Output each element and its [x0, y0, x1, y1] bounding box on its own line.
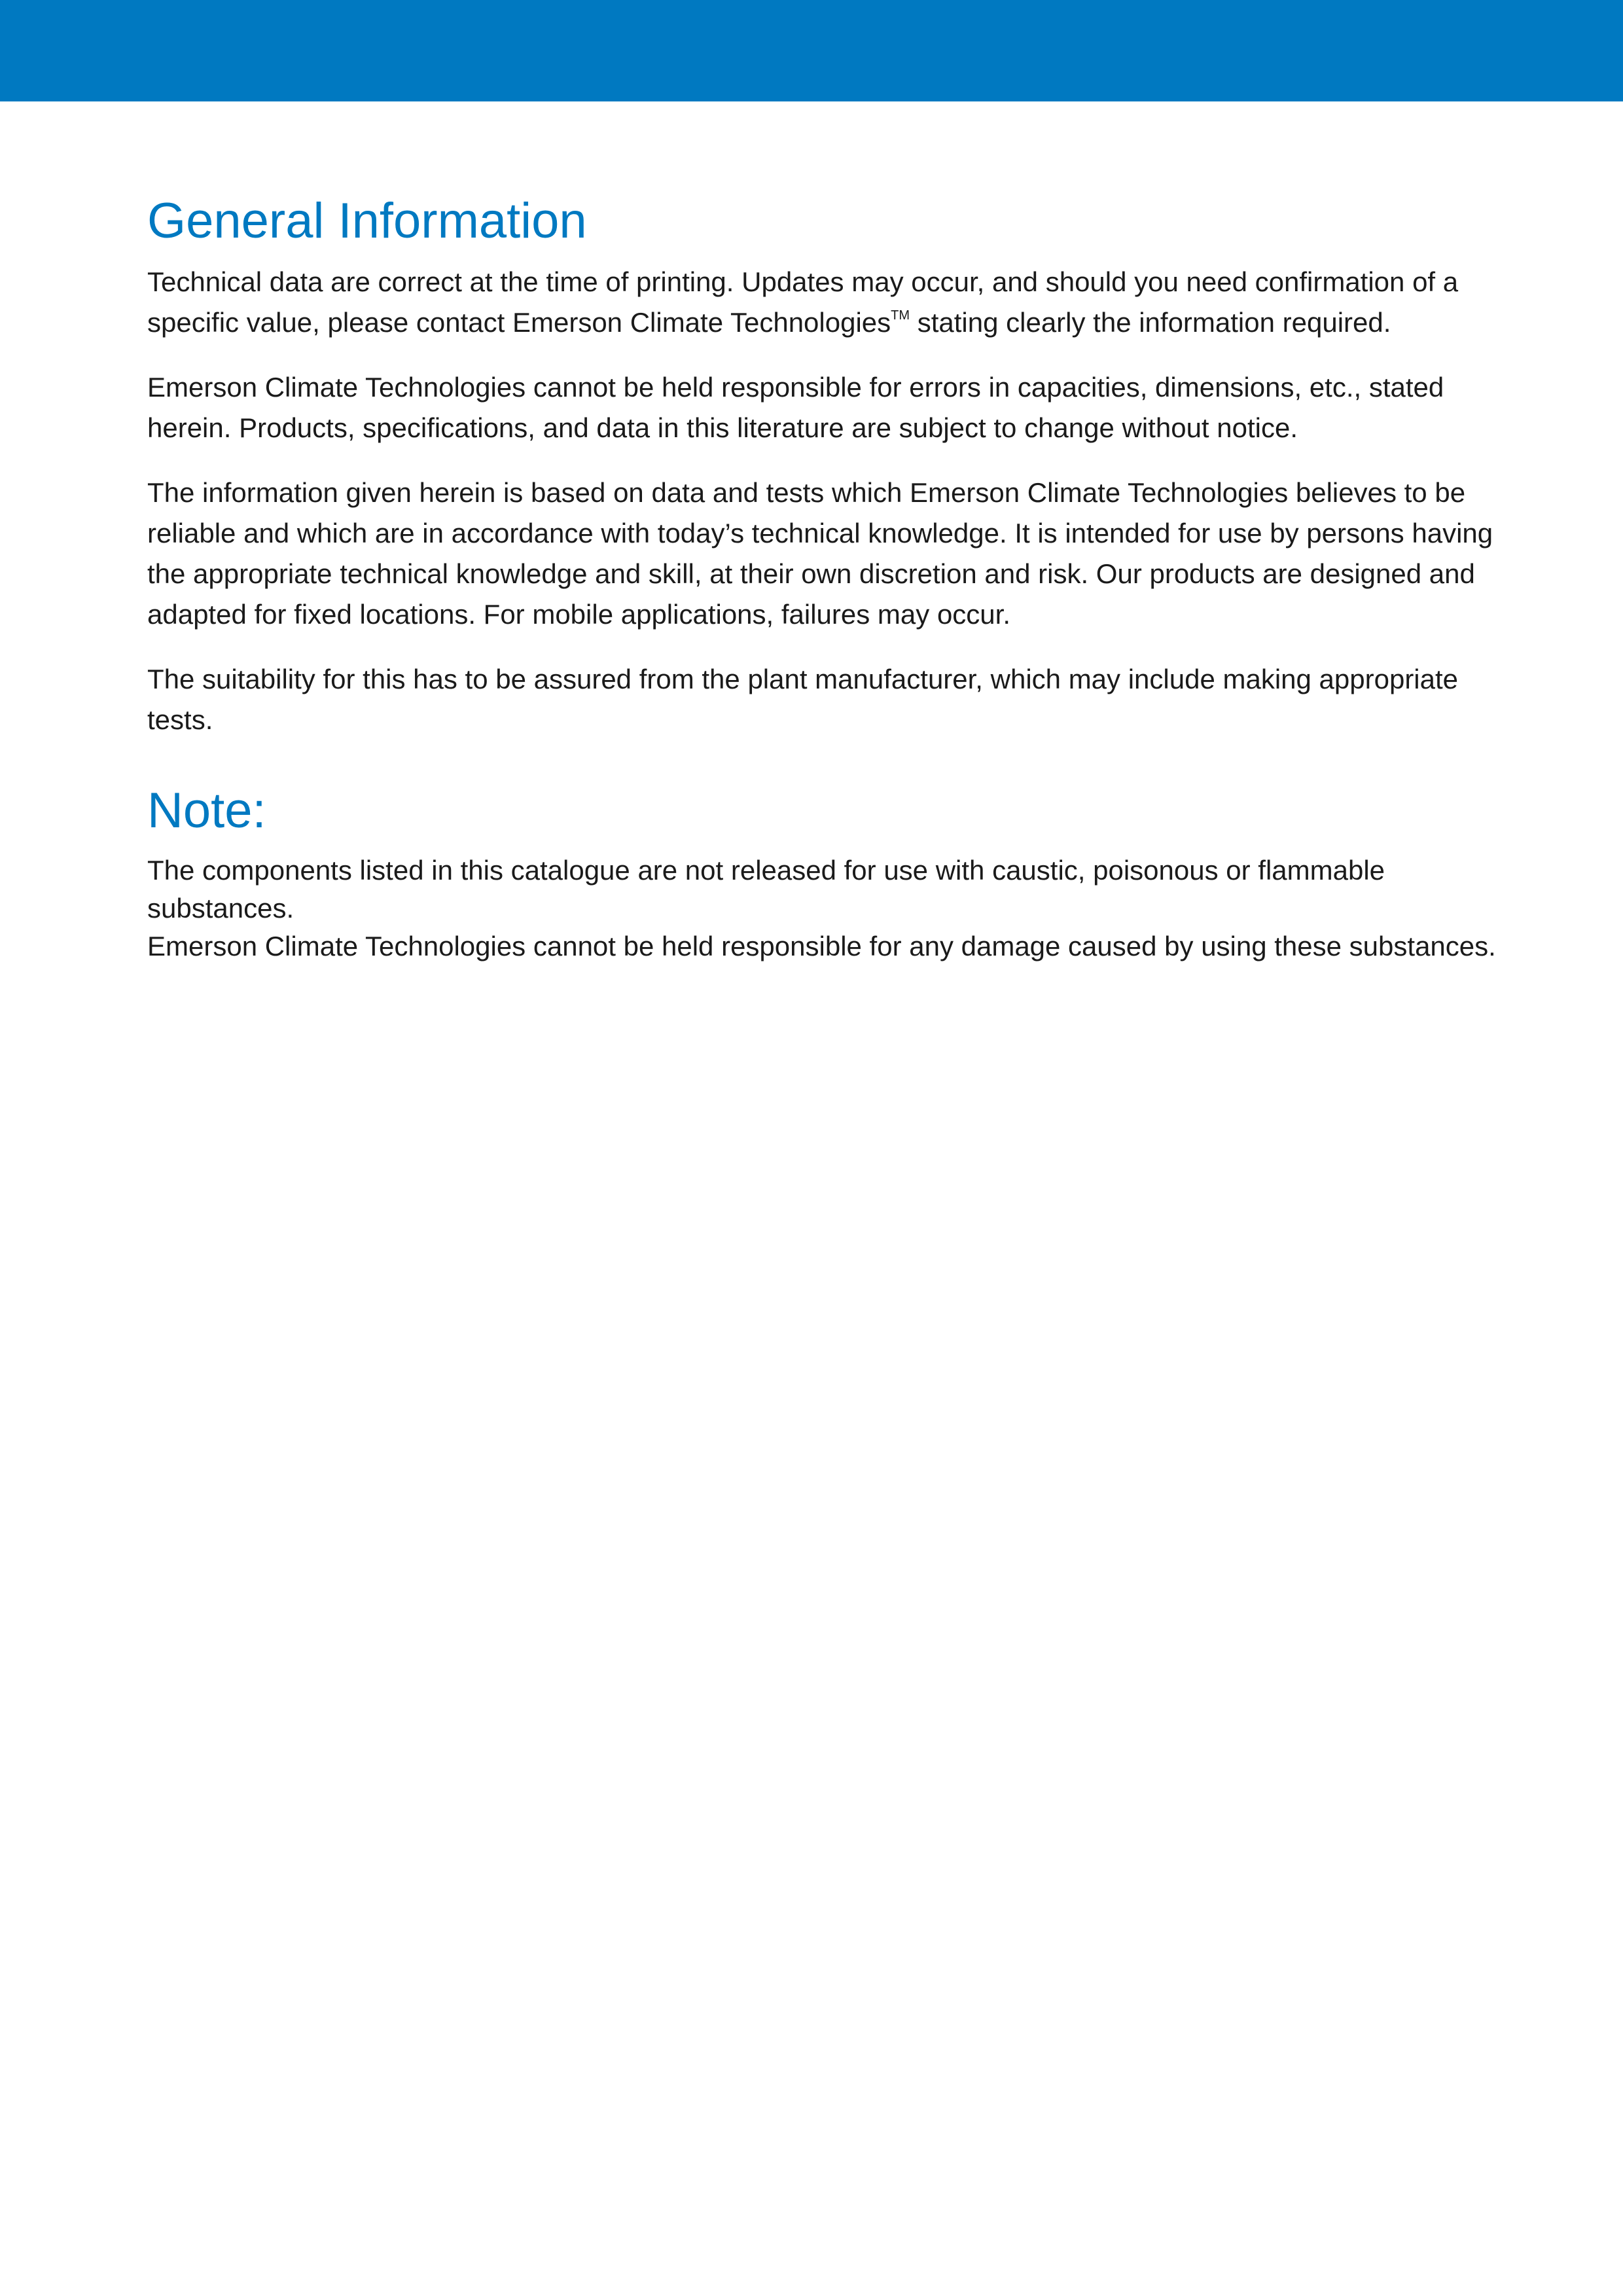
note-heading: Note:: [147, 783, 266, 838]
general-paragraph-1: [147, 262, 1528, 343]
trademark-symbol: TM: [891, 308, 910, 323]
general-paragraph-1-text: Technical data are correct at the time of printing. Updates may occur, and should you need confirmation of a specific value, please contact Emerson Climate Technologies: [147, 266, 1459, 338]
note-line-2: Emerson Climate Technologies cannot be held responsible for any damage caused by using these substances.: [147, 931, 1496, 961]
note-paragraph: [147, 852, 1528, 965]
page-content: [147, 190, 1528, 965]
top-color-bar: [0, 0, 1623, 101]
note-line-1: The components listed in this catalogue are not released for use with caustic, poisonous or flammable substances.: [147, 855, 1385, 924]
general-paragraph-3: The information given herein is based on data and tests which Emerson Climate Technologies believes to be reliable and which are in accordance with today’s technical knowledge. It is intended for use by persons having the appropriate technical knowledge and skill, at their own discretion and risk. Our products are designed and adapted for fixed locations. For mobile applications, failures may occur.: [147, 477, 1493, 630]
general-information-heading: General Information: [147, 193, 587, 249]
general-paragraph-2: Emerson Climate Technologies cannot be held responsible for errors in capacities, dimensions, etc., stated herein. Products, specifications, and data in this literature are subject to change without notice.: [147, 372, 1444, 443]
general-paragraph-1-text-end: stating clearly the information required.: [910, 307, 1391, 338]
general-paragraph-4: The suitability for this has to be assured from the plant manufacturer, which may include making appropriate tests.: [147, 664, 1459, 735]
